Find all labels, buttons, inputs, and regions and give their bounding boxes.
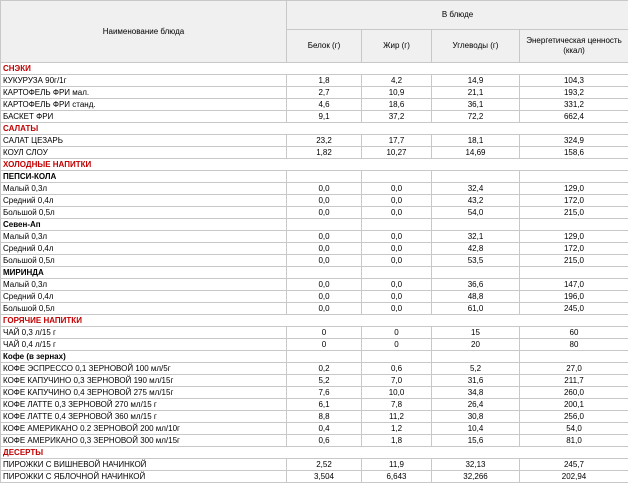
protein-value: 2,7 (287, 87, 362, 99)
carbs-value: 15,6 (432, 435, 520, 447)
energy-value: 211,7 (520, 375, 628, 387)
protein-value: 1,82 (287, 147, 362, 159)
table-row (1, 387, 628, 399)
group-title: МИРИНДА (1, 267, 287, 279)
fat-value: 0,0 (362, 195, 432, 207)
protein-value: 0,0 (287, 279, 362, 291)
empty-cell (287, 219, 362, 231)
section-title: ХОЛОДНЫЕ НАПИТКИ (1, 159, 628, 171)
carbs-value: 31,6 (432, 375, 520, 387)
empty-cell (520, 171, 628, 183)
table-row (1, 99, 628, 111)
energy-value: 129,0 (520, 183, 628, 195)
empty-cell (432, 351, 520, 363)
energy-value: 54,0 (520, 423, 628, 435)
carbs-value: 53,5 (432, 255, 520, 267)
header-protein: Белок (г) (287, 30, 362, 63)
carbs-value: 30,8 (432, 411, 520, 423)
carbs-value: 32,4 (432, 183, 520, 195)
carbs-value: 54,0 (432, 207, 520, 219)
carbs-value: 26,4 (432, 399, 520, 411)
table-row (1, 375, 628, 387)
empty-cell (362, 219, 432, 231)
protein-value: 23,2 (287, 135, 362, 147)
carbs-value: 32,13 (432, 459, 520, 471)
header-in-dish: В блюде (287, 1, 628, 30)
group-title: Севен-Ап (1, 219, 287, 231)
fat-value: 7,0 (362, 375, 432, 387)
dish-name: КОУЛ СЛОУ (1, 147, 287, 159)
group-row (1, 171, 628, 183)
energy-value: 215,0 (520, 255, 628, 267)
fat-value: 0,0 (362, 291, 432, 303)
fat-value: 6,643 (362, 471, 432, 483)
table-body (1, 63, 628, 483)
empty-cell (287, 267, 362, 279)
energy-value: 200,1 (520, 399, 628, 411)
energy-value: 245,7 (520, 459, 628, 471)
group-row (1, 267, 628, 279)
dish-name: Средний 0,4л (1, 195, 287, 207)
energy-value: 202,94 (520, 471, 628, 483)
fat-value: 0,0 (362, 183, 432, 195)
dish-name: КУКУРУЗА 90г/1г (1, 75, 287, 87)
dish-name: Малый 0,3л (1, 279, 287, 291)
protein-value: 0,0 (287, 183, 362, 195)
energy-value: 129,0 (520, 231, 628, 243)
fat-value: 0,6 (362, 363, 432, 375)
fat-value: 7,8 (362, 399, 432, 411)
carbs-value: 36,1 (432, 99, 520, 111)
protein-value: 0,0 (287, 255, 362, 267)
carbs-value: 10,4 (432, 423, 520, 435)
table-row (1, 291, 628, 303)
table-row (1, 399, 628, 411)
energy-value: 331,2 (520, 99, 628, 111)
protein-value: 0,0 (287, 207, 362, 219)
carbs-value: 61,0 (432, 303, 520, 315)
table-row (1, 327, 628, 339)
carbs-value: 32,1 (432, 231, 520, 243)
dish-name: Малый 0,3л (1, 231, 287, 243)
dish-name: Средний 0,4л (1, 243, 287, 255)
section-row (1, 123, 628, 135)
empty-cell (362, 351, 432, 363)
empty-cell (520, 219, 628, 231)
fat-value: 18,6 (362, 99, 432, 111)
table-row (1, 339, 628, 351)
carbs-value: 32,266 (432, 471, 520, 483)
fat-value: 1,2 (362, 423, 432, 435)
fat-value: 0 (362, 339, 432, 351)
table-row (1, 423, 628, 435)
table-row (1, 75, 628, 87)
dish-name: КОФЕ АМЕРИКАНО 0.2 ЗЕРНОВОЙ 200 мл/10г (1, 423, 287, 435)
dish-name: КОФЕ КАПУЧИНО 0,4 ЗЕРНОВОЙ 275 мл/15г (1, 387, 287, 399)
table-row (1, 87, 628, 99)
carbs-value: 34,8 (432, 387, 520, 399)
protein-value: 6,1 (287, 399, 362, 411)
dish-name: БАСКЕТ ФРИ (1, 111, 287, 123)
section-row (1, 315, 628, 327)
carbs-value: 18,1 (432, 135, 520, 147)
section-title: ГОРЯЧИЕ НАПИТКИ (1, 315, 628, 327)
dish-name: Средний 0,4л (1, 291, 287, 303)
energy-value: 158,6 (520, 147, 628, 159)
protein-value: 0,0 (287, 243, 362, 255)
header-energy: Энергетическая ценность (ккал) (520, 30, 628, 63)
energy-value: 81,0 (520, 435, 628, 447)
table-row (1, 243, 628, 255)
section-row (1, 159, 628, 171)
energy-value: 260,0 (520, 387, 628, 399)
protein-value: 0 (287, 339, 362, 351)
dish-name: Малый 0,3л (1, 183, 287, 195)
carbs-value: 20 (432, 339, 520, 351)
fat-value: 11,9 (362, 459, 432, 471)
protein-value: 0,0 (287, 231, 362, 243)
energy-value: 104,3 (520, 75, 628, 87)
energy-value: 215,0 (520, 207, 628, 219)
protein-value: 5,2 (287, 375, 362, 387)
fat-value: 0,0 (362, 231, 432, 243)
dish-name: КОФЕ ЛАТТЕ 0,3 ЗЕРНОВОЙ 270 мл/15 г (1, 399, 287, 411)
energy-value: 245,0 (520, 303, 628, 315)
protein-value: 8,8 (287, 411, 362, 423)
protein-value: 0 (287, 327, 362, 339)
dish-name: Большой 0,5л (1, 255, 287, 267)
dish-name: КОФЕ ЛАТТЕ 0,4 ЗЕРНОВОЙ 360 мл/15 г (1, 411, 287, 423)
fat-value: 10,9 (362, 87, 432, 99)
header-fat: Жир (г) (362, 30, 432, 63)
fat-value: 1,8 (362, 435, 432, 447)
fat-value: 0,0 (362, 207, 432, 219)
carbs-value: 72,2 (432, 111, 520, 123)
energy-value: 80 (520, 339, 628, 351)
dish-name: КОФЕ АМЕРИКАНО 0,3 ЗЕРНОВОЙ 300 мл/15г (1, 435, 287, 447)
table-row (1, 207, 628, 219)
dish-name: ПИРОЖКИ С ВИШНЕВОЙ НАЧИНКОЙ (1, 459, 287, 471)
protein-value: 0,0 (287, 195, 362, 207)
energy-value: 324,9 (520, 135, 628, 147)
carbs-value: 48,8 (432, 291, 520, 303)
protein-value: 4,6 (287, 99, 362, 111)
dish-name: КАРТОФЕЛЬ ФРИ мал. (1, 87, 287, 99)
energy-value: 193,2 (520, 87, 628, 99)
table-row (1, 111, 628, 123)
empty-cell (520, 267, 628, 279)
table-row (1, 279, 628, 291)
group-row (1, 351, 628, 363)
energy-value: 172,0 (520, 243, 628, 255)
carbs-value: 42,8 (432, 243, 520, 255)
dish-name: ПИРОЖКИ С ЯБЛОЧНОЙ НАЧИНКОЙ (1, 471, 287, 483)
dish-name: САЛАТ ЦЕЗАРЬ (1, 135, 287, 147)
table-row (1, 435, 628, 447)
fat-value: 17,7 (362, 135, 432, 147)
fat-value: 10,0 (362, 387, 432, 399)
dish-name: КАРТОФЕЛЬ ФРИ станд. (1, 99, 287, 111)
group-title: ПЕПСИ-КОЛА (1, 171, 287, 183)
section-row (1, 63, 628, 75)
protein-value: 2,52 (287, 459, 362, 471)
protein-value: 3,504 (287, 471, 362, 483)
carbs-value: 43,2 (432, 195, 520, 207)
fat-value: 37,2 (362, 111, 432, 123)
fat-value: 0,0 (362, 243, 432, 255)
empty-cell (362, 171, 432, 183)
table-row (1, 183, 628, 195)
dish-name: КОФЕ КАПУЧИНО 0,3 ЗЕРНОВОЙ 190 мл/15г (1, 375, 287, 387)
energy-value: 27,0 (520, 363, 628, 375)
table-row (1, 471, 628, 483)
table-row (1, 459, 628, 471)
carbs-value: 5,2 (432, 363, 520, 375)
table-row (1, 303, 628, 315)
dish-name: КОФЕ ЭСПРЕССО 0,1 ЗЕРНОВОЙ 100 мл/5г (1, 363, 287, 375)
dish-name: ЧАЙ 0,4 л/15 г (1, 339, 287, 351)
fat-value: 0,0 (362, 303, 432, 315)
energy-value: 147,0 (520, 279, 628, 291)
carbs-value: 14,69 (432, 147, 520, 159)
fat-value: 4,2 (362, 75, 432, 87)
group-title: Кофе (в зернах) (1, 351, 287, 363)
dish-name: Большой 0,5л (1, 303, 287, 315)
empty-cell (520, 351, 628, 363)
dish-name: Большой 0,5л (1, 207, 287, 219)
energy-value: 60 (520, 327, 628, 339)
fat-value: 0,0 (362, 255, 432, 267)
fat-value: 0,0 (362, 279, 432, 291)
protein-value: 0,4 (287, 423, 362, 435)
table-row (1, 195, 628, 207)
empty-cell (432, 267, 520, 279)
empty-cell (287, 171, 362, 183)
group-row (1, 219, 628, 231)
header-carbs: Углеводы (г) (432, 30, 520, 63)
fat-value: 0 (362, 327, 432, 339)
table-row (1, 147, 628, 159)
protein-value: 0,2 (287, 363, 362, 375)
fat-value: 11,2 (362, 411, 432, 423)
empty-cell (362, 267, 432, 279)
protein-value: 0,6 (287, 435, 362, 447)
protein-value: 0,0 (287, 291, 362, 303)
section-title: САЛАТЫ (1, 123, 628, 135)
energy-value: 662,4 (520, 111, 628, 123)
empty-cell (432, 171, 520, 183)
protein-value: 7,6 (287, 387, 362, 399)
fat-value: 10,27 (362, 147, 432, 159)
table-row (1, 411, 628, 423)
protein-value: 0,0 (287, 303, 362, 315)
carbs-value: 36,6 (432, 279, 520, 291)
carbs-value: 21,1 (432, 87, 520, 99)
energy-value: 256,0 (520, 411, 628, 423)
table-row (1, 255, 628, 267)
header-dish-name: Наименование блюда (1, 1, 287, 63)
dish-name: ЧАЙ 0,3 л/15 г (1, 327, 287, 339)
section-row (1, 447, 628, 459)
energy-value: 196,0 (520, 291, 628, 303)
section-title: ДЕСЕРТЫ (1, 447, 628, 459)
table-row (1, 363, 628, 375)
protein-value: 9,1 (287, 111, 362, 123)
protein-value: 1,8 (287, 75, 362, 87)
table-row (1, 231, 628, 243)
table-row (1, 135, 628, 147)
empty-cell (287, 351, 362, 363)
empty-cell (432, 219, 520, 231)
section-title: СНЭКИ (1, 63, 628, 75)
energy-value: 172,0 (520, 195, 628, 207)
carbs-value: 15 (432, 327, 520, 339)
carbs-value: 14,9 (432, 75, 520, 87)
